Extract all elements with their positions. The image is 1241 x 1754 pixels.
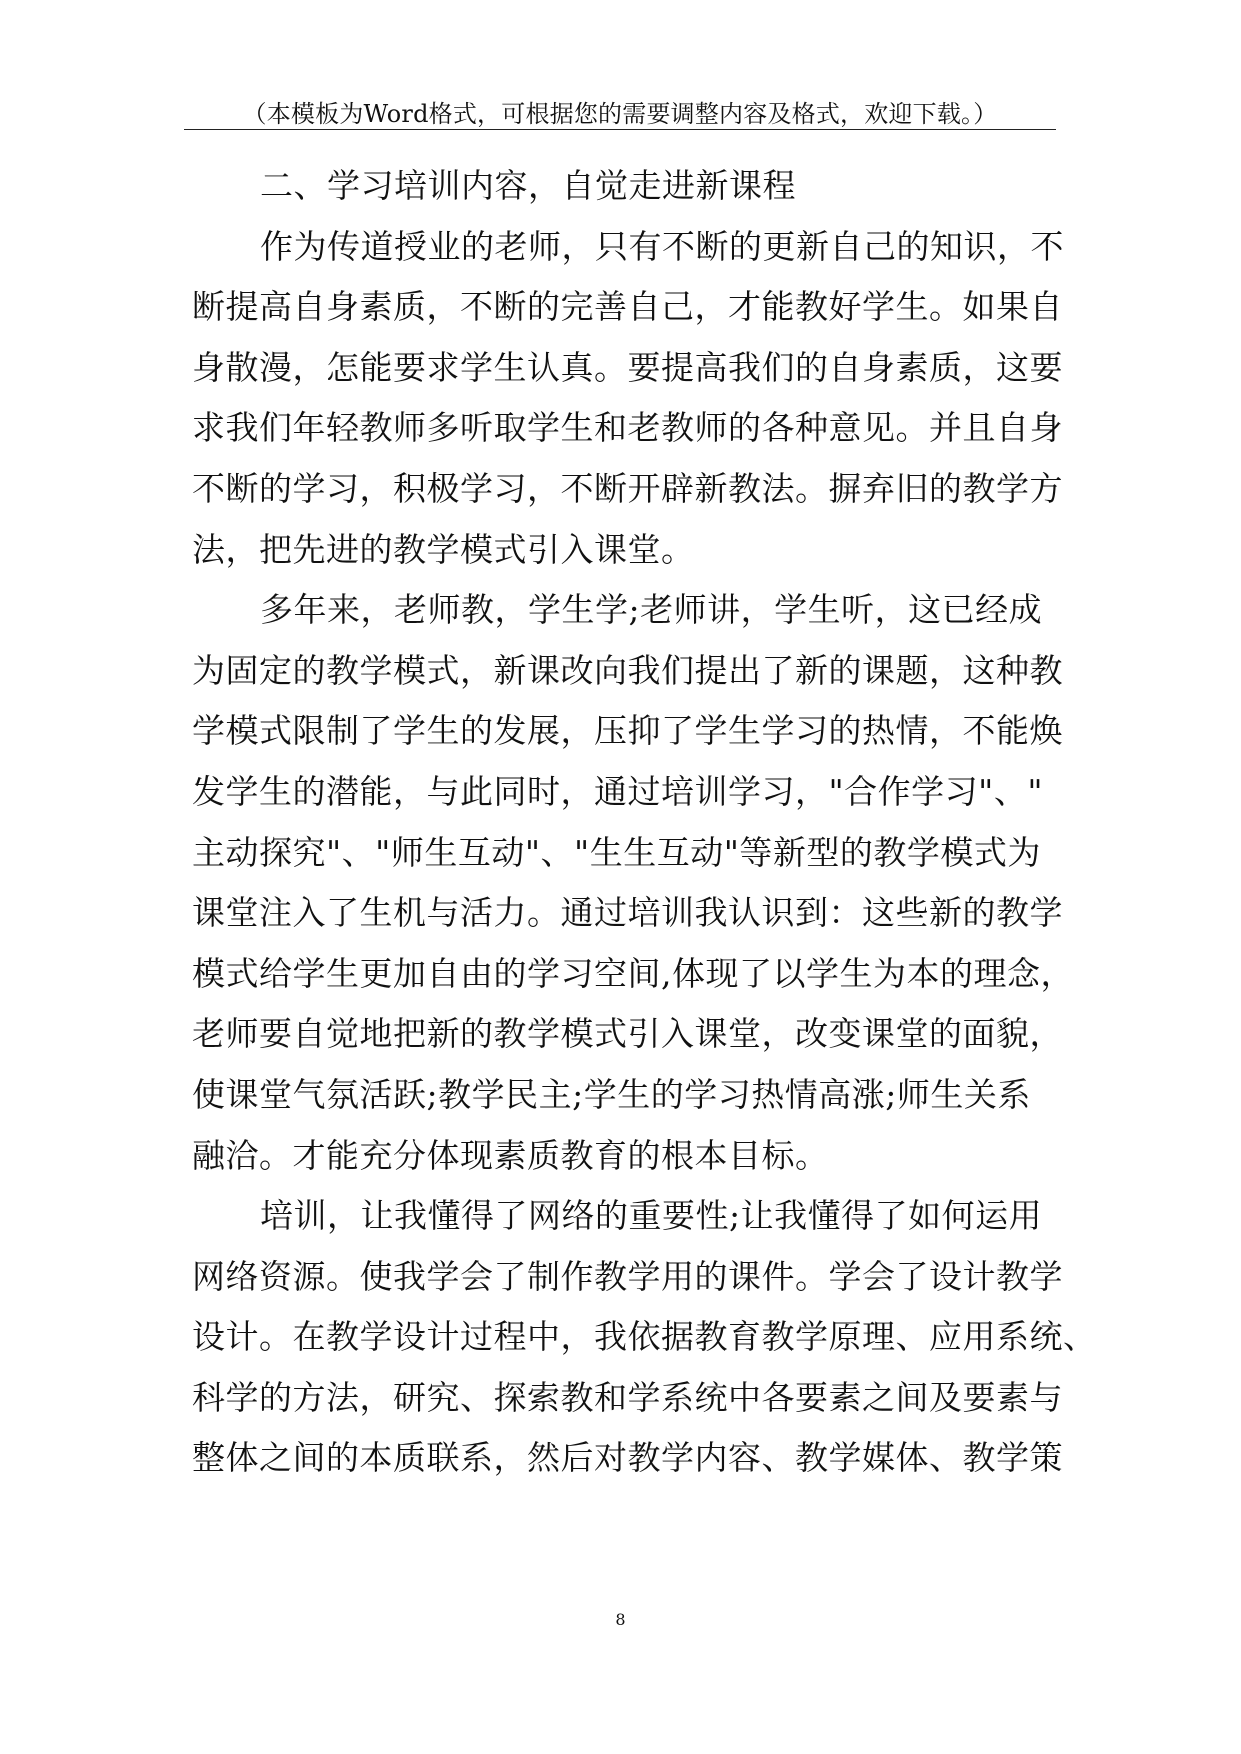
header-divider — [184, 129, 1056, 130]
paragraph-line: 使课堂气氛活跃;教学民主;学生的学习热情高涨;师生关系 — [192, 1074, 1031, 1114]
paragraph-line: 模式给学生更加自由的学习空间,体现了以学生为本的理念， — [192, 953, 1074, 993]
paragraph-line: 断提高自身素质，不断的完善自己，才能教好学生。如果自 — [192, 287, 1063, 327]
paragraph-line: 主动探究"、"师生互动"、"生生互动"等新型的教学模式为 — [192, 832, 1041, 872]
paragraph-line: 作为传道授业的老师，只有不断的更新自己的知识，不 — [260, 226, 1064, 266]
paragraph-line: 不断的学习，积极学习，不断开辟新教法。摒弃旧的教学方 — [192, 468, 1063, 508]
document-body — [192, 156, 1097, 1489]
paragraph-line: 科学的方法，研究、探索教和学系统中各要素之间及要素与 — [192, 1377, 1063, 1417]
paragraph-line: 法，把先进的教学模式引入课堂。 — [192, 529, 695, 569]
paragraph-line: 身散漫，怎能要求学生认真。要提高我们的自身素质，这要 — [192, 347, 1063, 387]
paragraph-line: 学模式限制了学生的发展，压抑了学生学习的热情，不能焕 — [192, 711, 1063, 751]
paragraph-line: 整体之间的本质联系，然后对教学内容、教学媒体、教学策 — [192, 1438, 1063, 1478]
header-note: （本模板为Word格式，可根据您的需要调整内容及格式，欢迎下载。） — [242, 100, 998, 128]
paragraph-line: 求我们年轻教师多听取学生和老教师的各种意见。并且自身 — [192, 408, 1063, 448]
paragraph-line: 网络资源。使我学会了制作教学用的课件。学会了设计教学 — [192, 1256, 1063, 1296]
section-heading: 二、学习培训内容，自觉走进新课程 — [260, 166, 796, 205]
paragraph-line: 为固定的教学模式，新课改向我们提出了新的课题，这种教 — [192, 650, 1063, 690]
page-number: 8 — [615, 1610, 626, 1629]
paragraph-line: 多年来，老师教，学生学;老师讲，学生听，这已经成 — [260, 590, 1043, 630]
paragraph-line: 课堂注入了生机与活力。通过培训我认识到：这些新的教学 — [192, 893, 1063, 933]
paragraph-line: 融洽。才能充分体现素质教育的根本目标。 — [192, 1135, 829, 1175]
paragraph-line: 设计。在教学设计过程中，我依据教育教学原理、应用系统、 — [192, 1317, 1097, 1357]
paragraph-line: 发学生的潜能，与此同时，通过培训学习，"合作学习"、" — [192, 771, 1044, 811]
paragraph-line: 培训，让我懂得了网络的重要性;让我懂得了如何运用 — [260, 1196, 1043, 1236]
paragraph-line: 老师要自觉地把新的教学模式引入课堂，改变课堂的面貌， — [192, 1014, 1063, 1054]
